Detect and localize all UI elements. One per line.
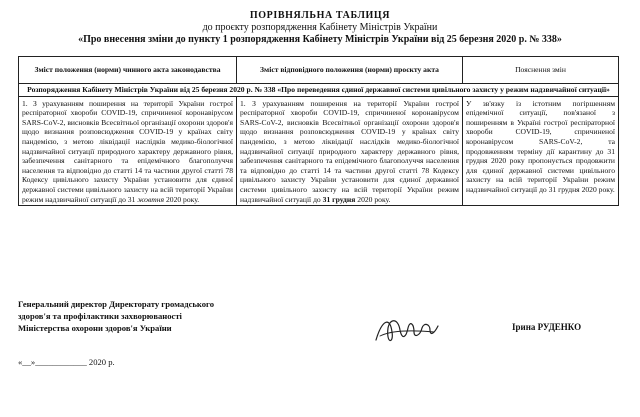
- explanation-text: У зв'язку із істотним погіршенням епідемічної ситуації, пов'язаної з поширенням в Україні гострої респіраторної хвороби COVID-19, спричиненої коронавірусом SARS-CoV-2, та продовженням терміну дії карантину до 31 грудня 2020 року пропонується продовжити для єдиної державної системи цивільного захисту на всій території України режим надзвичайної ситуації до 31 грудня 2020 року.: [466, 98, 615, 194]
- column-header-draft: Зміст відповідного положення (норми) проєкту акта: [237, 57, 463, 84]
- document-subject: «Про внесення зміни до пункту 1 розпорядження Кабінету Міністрів України від 25 березня 2020 р. № 338»: [78, 34, 562, 45]
- table-header-row: [19, 57, 619, 84]
- column-header-current: Зміст положення (норми) чинного акта законодавства: [19, 57, 237, 84]
- document-subtitle: до проєкту розпорядження Кабінету Міністрів України: [202, 22, 438, 33]
- draft-text: 1. З урахуванням поширення на території України гострої респіраторної хвороби COVID-19, спричиненої коронавірусом SARS-CoV-2, висновків Всесвітньої організації охорони здоров'я щодо визнання розповсюдження COVID-19 у країнах світу пандемією, з метою ліквідації наслідків медико-біологічної надзвичайної ситуації природного характеру державного рівня, забезпечення санітарного та епідемічного благополуччя населення та відповідно до статті 14 та частини другої статті 78 Кодексу цивільного захисту України установити для єдиної державної системи цивільного захисту на всій території України режим надзвичайної ситуації до: [240, 98, 459, 204]
- draft-text-tail: 2020 року.: [357, 194, 391, 204]
- act-title-cell: Розпорядження Кабінету Міністрів України від 25 березня 2020 р. № 338 «Про переведення єдиної державної системи цивільного захисту у режим надзвичайної ситуації»: [19, 84, 619, 97]
- table-merged-row: [19, 84, 619, 97]
- signer-position-line-2: здоров'я та профілактики захворюваності: [18, 311, 182, 321]
- comparison-table: [18, 56, 619, 206]
- signer-position-line-1: Генеральний директор Директорату громадського: [18, 299, 215, 309]
- draft-text-emphasis: 31 грудня: [322, 194, 356, 204]
- signer-position-line-3: Міністерства охорони здоров'я України: [18, 323, 172, 333]
- signer-position: [18, 298, 214, 334]
- handwritten-signature: [372, 310, 442, 350]
- explanation-text-cell: [463, 96, 619, 206]
- current-text-cell: [19, 96, 237, 206]
- date-line: «__»____________ 2020 р.: [18, 357, 115, 367]
- draft-text-cell: [237, 96, 463, 206]
- document-title: ПОРІВНЯЛЬНА ТАБЛИЦЯ: [249, 10, 391, 21]
- signer-name: Ірина РУДЕНКО: [512, 322, 582, 332]
- current-text: 1. З урахуванням поширення на території України гострої респіраторної хвороби COVID-19, спричиненої коронавірусом SARS-CoV-2, висновків Всесвітньої організації охорони здоров'я щодо визнання розповсюдження COVID-19 у країнах світу пандемією, з метою ліквідації наслідків медико-біологічної надзвичайної ситуації природного характеру державного рівня, забезпечення санітарного та епідемічного благополуччя населення та відповідно до статті 14 та частини другої статті 78 Кодексу цивільного захисту України установити для єдиної державної системи цивільного захисту на всій території України режим надзвичайної ситуації до 31: [22, 98, 233, 204]
- current-text-emphasis: жовтня: [137, 194, 165, 204]
- table-row: [19, 96, 619, 206]
- current-text-tail: 2020 року.: [165, 194, 200, 204]
- column-header-explanation: Пояснення змін: [463, 57, 619, 84]
